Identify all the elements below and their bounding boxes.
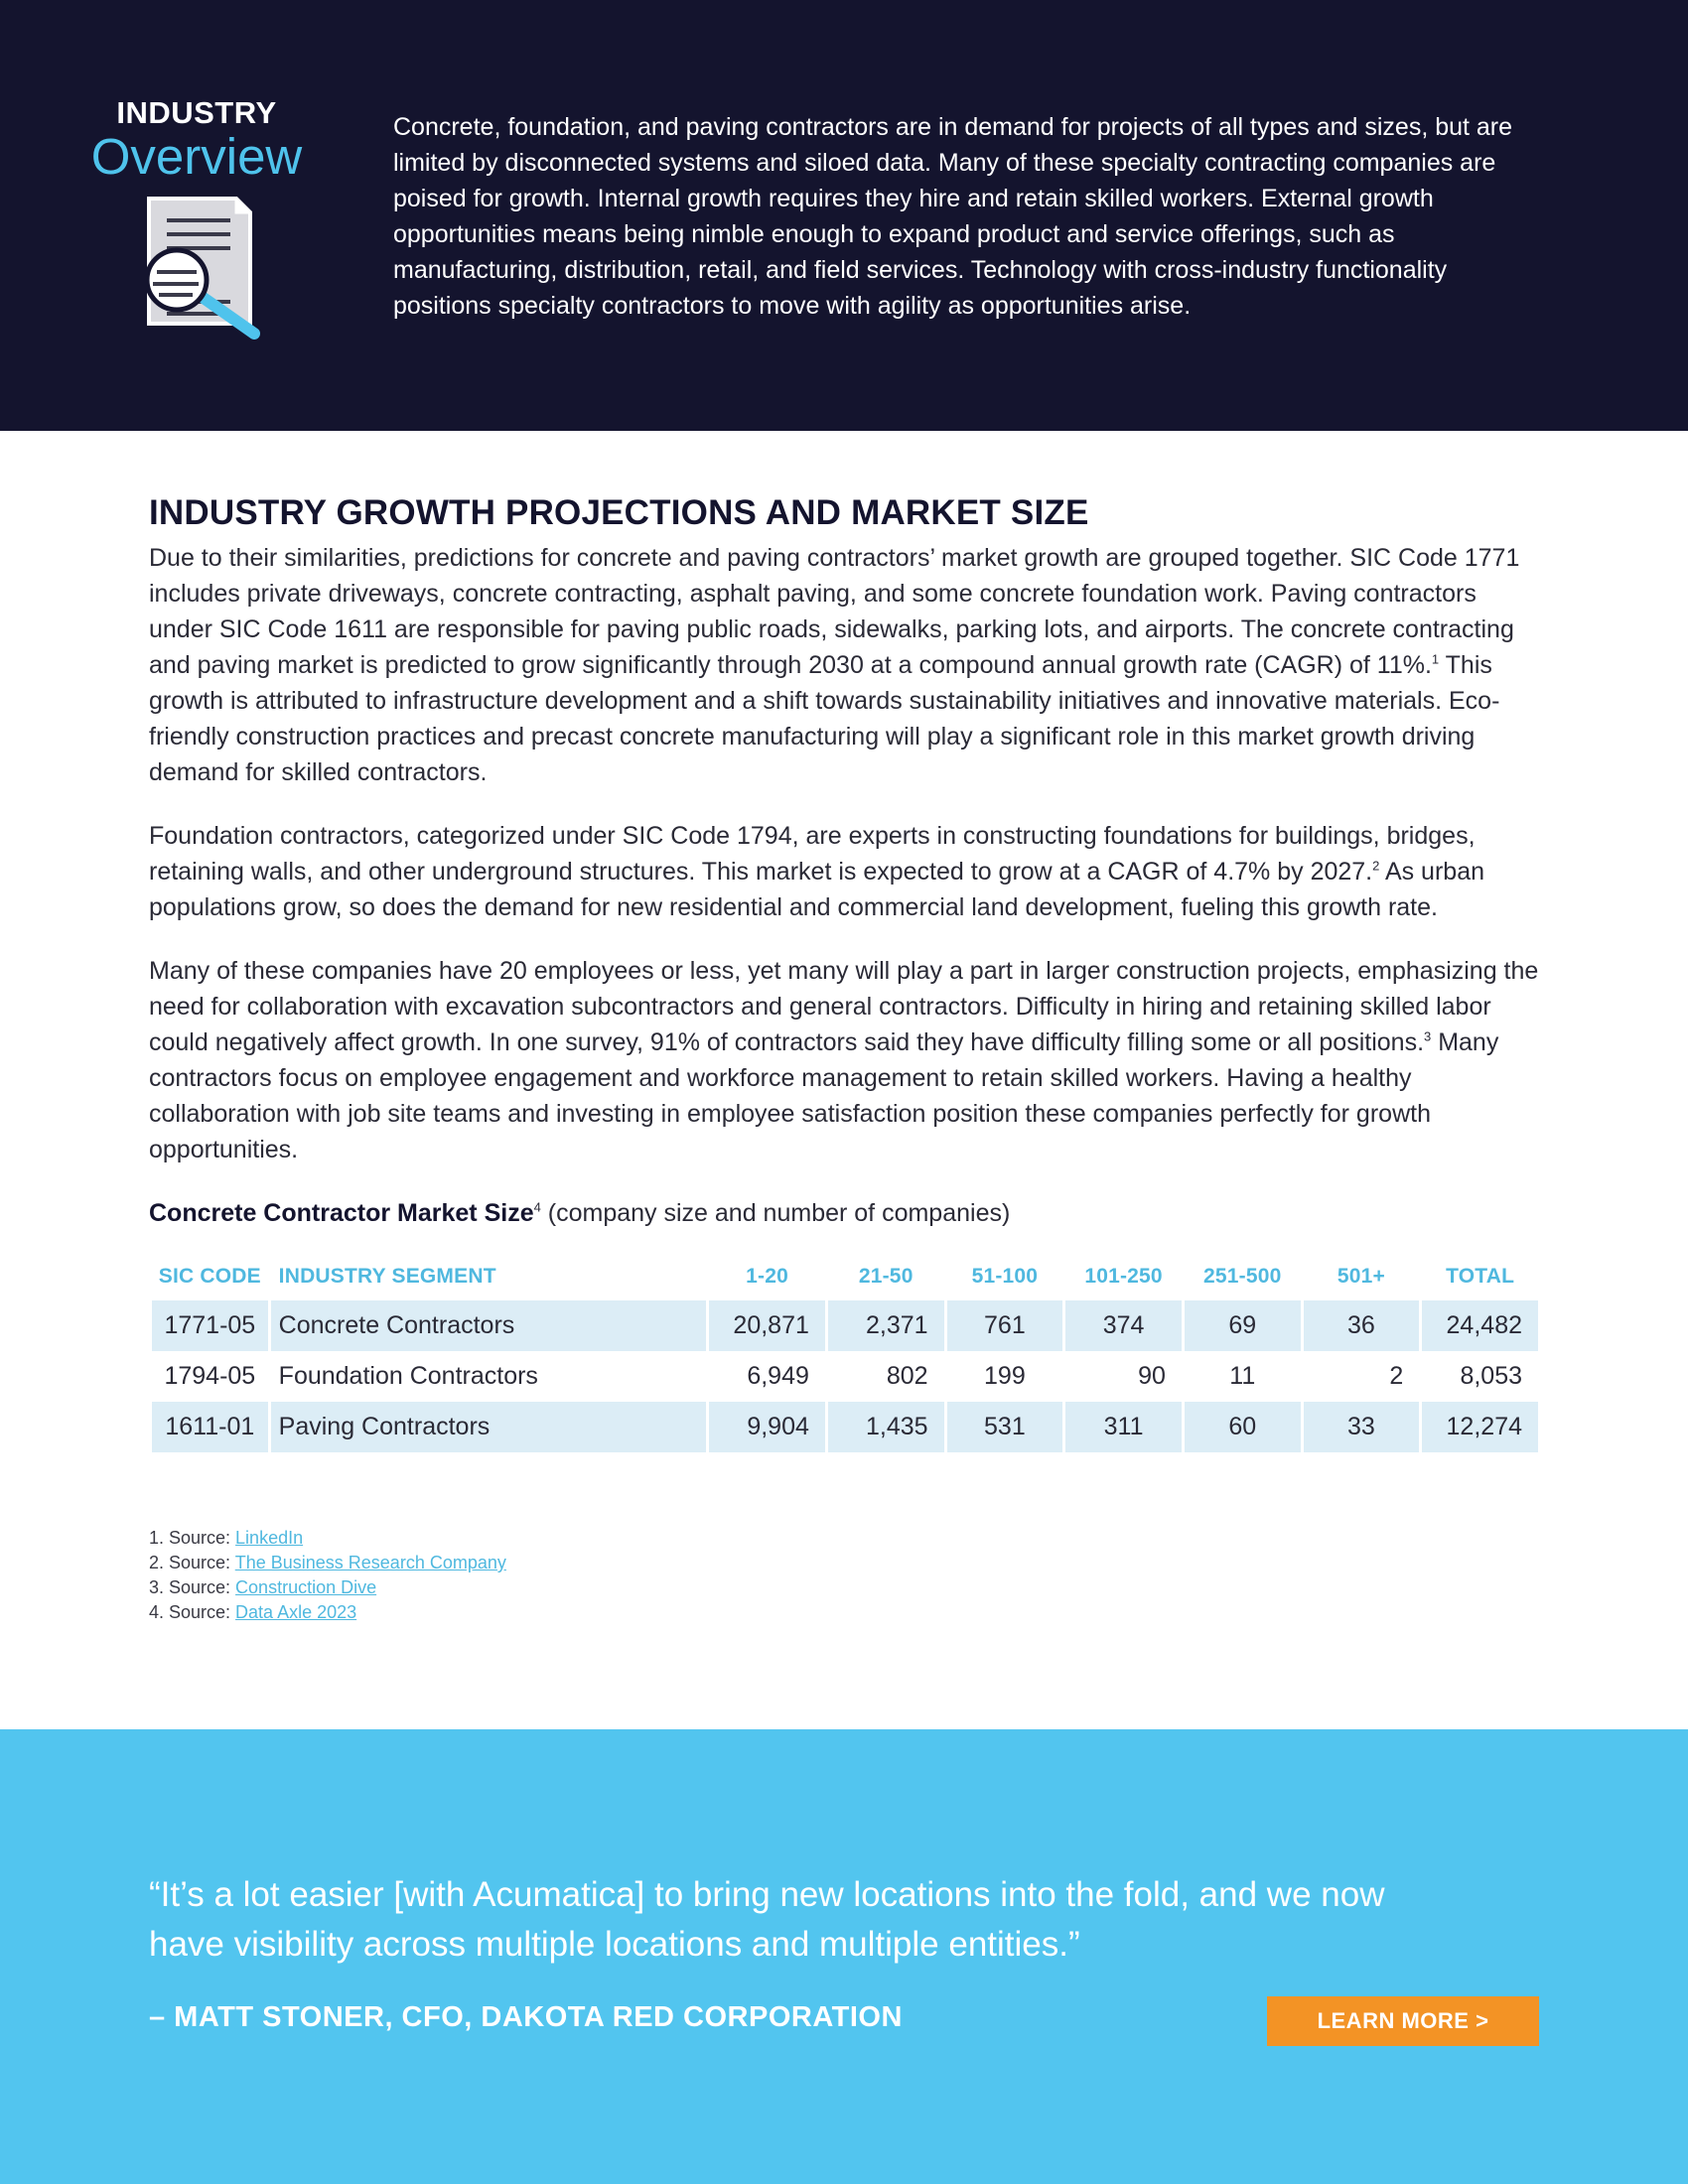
table-cell: 90	[1138, 1362, 1166, 1390]
table-cell: 1611-01	[152, 1402, 268, 1452]
table-cell: Paving Contractors	[271, 1402, 707, 1452]
table-cell: 311	[1065, 1402, 1182, 1452]
footnote-ref-2: 2	[1372, 858, 1380, 874]
table-cell: Concrete Contractors	[271, 1300, 707, 1351]
table-cell: 20,871	[709, 1300, 825, 1351]
learn-more-button[interactable]: LEARN MORE >	[1267, 1996, 1539, 2046]
overview-paragraph: Concrete, foundation, and paving contractors are in demand for projects of all types and sizes, but are limited by disconnected systems and siloed data. Many of these specialty contracting companies are poised for growth. Internal growth requires they hire and retain skilled workers. External growth opportunities means being nimble enough to expand product and service offerings, such as manufacturing, distribution, retail, and field services. Technology with cross-industry functionality positions specialty contractors to move with agility as opportunities arise.	[393, 113, 1513, 320]
table-cell: 33	[1304, 1402, 1420, 1452]
footnote-ref-3: 3	[1424, 1028, 1432, 1044]
overview-banner	[0, 0, 1688, 431]
table-cell: 12,274	[1422, 1402, 1538, 1452]
overview-heading-bottom: Overview	[90, 128, 303, 185]
table-cell: 24,482	[1422, 1300, 1538, 1351]
table-cell: 9,904	[709, 1402, 825, 1452]
column-header: 501+	[1336, 1265, 1385, 1288]
column-header: INDUSTRY SEGMENT	[278, 1265, 496, 1288]
footnote: 4. Source: Data Axle 2023	[149, 1602, 357, 1622]
column-header: 51-100	[971, 1265, 1039, 1288]
table-cell: 199	[984, 1362, 1026, 1390]
paragraph-workforce: Many of these companies have 20 employees or less, yet many will play a part in larger construction projects, emphasizing the need for collaboration with excavation subcontractors and general contractors. Difficulty in hiring and retaining skilled labor could negatively affect growth. In one survey, 91% of contractors said they have difficulty filling some or all positions.$^3$ Many contractors focus on employee engagement and workforce management to retain skilled workers. Having a healthy collaboration with job site teams and investing in employee satisfaction position these companies perfectly for growth opportunities.	[149, 957, 1539, 1163]
table-cell: 531	[947, 1402, 1063, 1452]
column-header: 1-20	[746, 1265, 788, 1288]
table-cell: 8,053	[1460, 1362, 1522, 1390]
table-cell: 69	[1185, 1300, 1301, 1351]
section-title: INDUSTRY GROWTH PROJECTIONS AND MARKET SIZE	[149, 493, 1089, 532]
footnote: 3. Source: Construction Dive	[149, 1577, 377, 1597]
table-cell: 2,371	[828, 1300, 944, 1351]
column-header: 251-500	[1203, 1265, 1282, 1288]
table-cell: 60	[1185, 1402, 1301, 1452]
table-cell: 1,435	[828, 1402, 944, 1452]
source-link-data-axle[interactable]: Data Axle 2023	[235, 1602, 357, 1622]
source-link-construction-dive[interactable]: Construction Dive	[235, 1577, 377, 1597]
table-cell: 802	[886, 1362, 928, 1390]
column-header: 21-50	[858, 1265, 914, 1288]
footnote-ref-4: 4	[533, 1199, 541, 1215]
main-content	[149, 488, 1541, 1231]
footnote: 1. Source: LinkedIn	[149, 1528, 304, 1548]
paragraph-foundation: Foundation contractors, categorized under SIC Code 1794, are experts in constructing foundations for buildings, bridges, retaining walls, and other underground structures. This market is expected to grow at a CAGR of 4.7% by 2027.$^2$ As urban populations grow, so does the demand for new residential and commercial land development, fueling this growth rate.	[149, 822, 1485, 921]
document-magnifier-icon	[139, 195, 268, 343]
table-header-row	[152, 1253, 1538, 1300]
table-cell: 2	[1389, 1362, 1404, 1390]
paragraph-concrete-paving: Due to their similarities, predictions for concrete and paving contractors’ market growth are grouped together. SIC Code 1771 includes private driveways, concrete contracting, asphalt paving, and some concrete foundation work. Paving contractors under SIC Code 1611 are responsible for paving public roads, sidewalks, parking lots, and airports. The concrete contracting and paving market is predicted to grow significantly through 2030 at a compound annual growth rate (CAGR) of 11%.$^1$ This growth is attributed to infrastructure development and a shift towards sustainability initiatives and innovative materials. Eco-friendly construction practices and precast concrete manufacturing will play a significant role in this market growth driving demand for skilled contractors.	[149, 544, 1520, 786]
table-title: Concrete Contractor Market Size$^4$ (company size and number of companies)	[149, 1199, 1011, 1227]
column-header: SIC CODE	[158, 1265, 261, 1288]
table-cell: 374	[1065, 1300, 1182, 1351]
source-link-linkedin[interactable]: LinkedIn	[235, 1528, 304, 1548]
table-row	[152, 1351, 1538, 1402]
table-cell: 1771-05	[152, 1300, 268, 1351]
source-link-business-research[interactable]: The Business Research Company	[234, 1553, 506, 1572]
table-row	[152, 1300, 1538, 1351]
table-cell: 36	[1304, 1300, 1420, 1351]
table-cell: 11	[1229, 1362, 1256, 1390]
column-header: 101-250	[1084, 1265, 1163, 1288]
testimonial-attribution: – MATT STONER, CFO, DAKOTA RED CORPORATION	[149, 2001, 903, 2033]
table-cell: 761	[947, 1300, 1063, 1351]
table-cell: 1794-05	[164, 1362, 256, 1390]
testimonial-quote: “It’s a lot easier [with Acumatica] to bring new locations into the fold, and we now have visibility across multiple locations and multiple entities.”	[149, 1875, 1385, 1964]
overview-heading	[77, 95, 316, 185]
table-cell: Foundation Contractors	[278, 1362, 538, 1390]
source-footnotes	[149, 1526, 506, 1625]
overview-heading-top: INDUSTRY	[116, 95, 277, 130]
market-size-table	[149, 1253, 1541, 1452]
footnote: 2. Source: The Business Research Company	[149, 1553, 506, 1572]
table-cell: 6,949	[747, 1362, 809, 1390]
column-header: TOTAL	[1446, 1265, 1515, 1288]
table-row	[152, 1402, 1538, 1452]
footnote-ref-1: 1	[1431, 651, 1440, 667]
